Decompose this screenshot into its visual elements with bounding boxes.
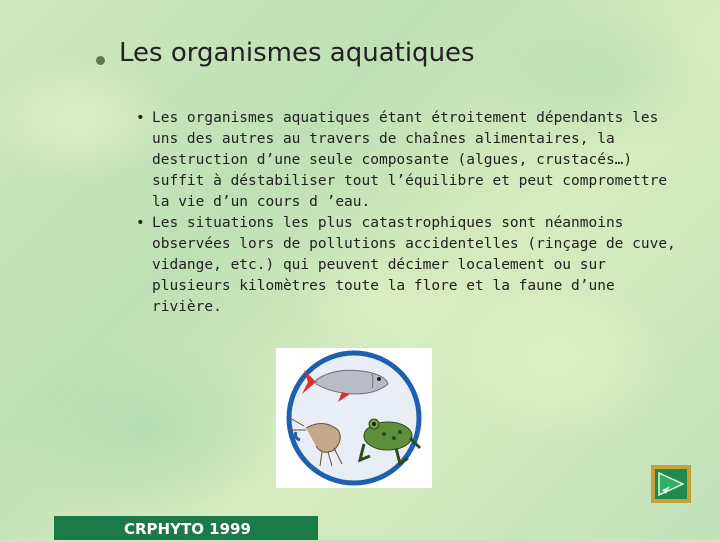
list-item bbox=[136, 108, 676, 213]
next-slide-button[interactable] bbox=[650, 464, 692, 504]
next-arrow-icon bbox=[650, 464, 692, 504]
title-bullet bbox=[96, 56, 105, 65]
footer-label: CRPHYTO 1999 bbox=[54, 516, 318, 540]
bullet-marker: • bbox=[136, 215, 145, 231]
slide-title: Les organismes aquatiques bbox=[119, 38, 475, 68]
aquatic-organisms-illustration bbox=[276, 348, 432, 488]
bullet-text: Les situations les plus catastrophiques sont néanmoins observées lors de pollutions accidentelles (rinçage de cuve, vidange, etc.) qui peuvent décimer localement ou sur plusieurs kilomètres toute la flore et la faune d’une rivière. bbox=[152, 215, 676, 315]
bullet-text: Les organismes aquatiques étant étroitement dépendants les uns des autres au travers de chaînes alimentaires, la destruction d’une seule composante (algues, crustacés…) suffit à déstabiliser tout l’équilibre et peut compromettre la vie d’un cours d ’eau. bbox=[152, 110, 668, 210]
list-item bbox=[136, 213, 676, 318]
bullet-marker: • bbox=[136, 110, 145, 126]
bullet-list bbox=[136, 108, 676, 318]
